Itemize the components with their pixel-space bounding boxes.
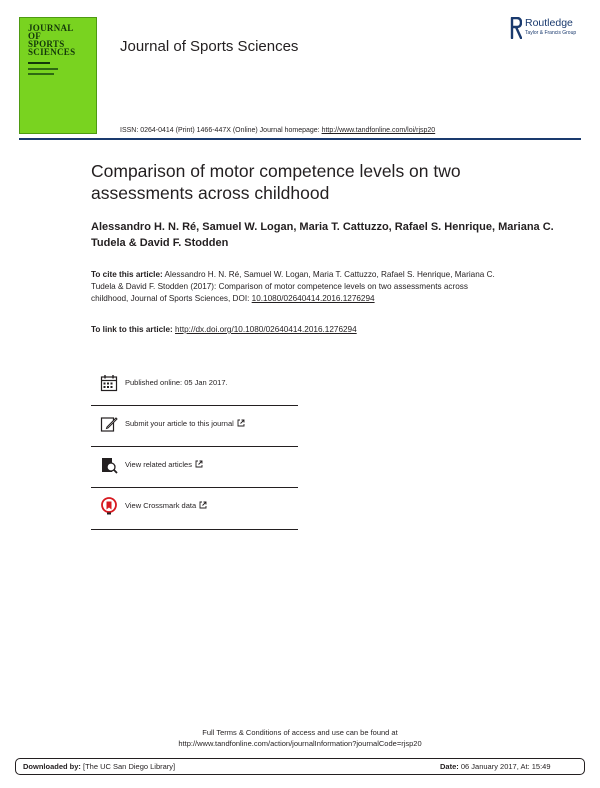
downloaded-by (23, 762, 175, 771)
citation-label: To cite this article: (91, 270, 163, 279)
routledge-r-logo (510, 17, 522, 39)
article-title: Comparison of motor competence levels on two assessments across childhood (91, 161, 461, 203)
related-articles-icon (100, 456, 118, 474)
cover-decoration (28, 73, 54, 75)
downloaded-by-value: [The UC San Diego Library] (80, 762, 176, 771)
crossmark-item[interactable] (91, 488, 298, 530)
crossmark-link[interactable] (125, 501, 207, 510)
published-online-label: Published online: 05 Jan 2017. (125, 378, 228, 387)
publisher-tagline: Taylor & Francis Group (525, 30, 577, 36)
journal-name: Journal of Sports Sciences (120, 38, 299, 55)
submit-article-item[interactable] (91, 406, 298, 447)
article-authors: Alessandro H. N. Ré, Samuel W. Logan, Maria T. Cattuzzo, Rafael S. Henrique, Mariana C. Tudela & David F. Stodden (91, 221, 554, 249)
publisher-logo (510, 16, 590, 42)
cover-decoration (28, 68, 58, 70)
terms-line: Full Terms & Conditions of access and use can be found at (202, 728, 398, 737)
related-articles-item[interactable] (91, 447, 298, 488)
cover-title-line: SCIENCES (28, 47, 76, 57)
calendar-icon (100, 374, 118, 392)
header-divider (19, 138, 581, 140)
downloaded-by-label: Downloaded by: (23, 762, 81, 771)
article-doi-link[interactable]: http://dx.doi.org/10.1080/02640414.2016.1276294 (175, 325, 357, 334)
article-actions-list (91, 365, 298, 530)
submit-article-label: Submit your article to this journal (125, 419, 234, 428)
cover-title-line: OF (28, 31, 42, 41)
external-link-icon (199, 501, 207, 509)
citation-doi-link[interactable]: 10.1080/02640414.2016.1276294 (251, 294, 375, 303)
published-online-item (91, 365, 298, 406)
issn-line (120, 127, 435, 134)
citation-block (91, 269, 501, 305)
related-articles-link[interactable] (125, 460, 203, 469)
article-link-line (91, 325, 357, 334)
related-articles-label: View related articles (125, 460, 192, 469)
link-label: To link to this article: (91, 325, 176, 334)
cover-title-line: SPORTS (28, 39, 65, 49)
cover-title (28, 24, 92, 56)
download-date-label: Date: (440, 762, 459, 771)
terms-notice (0, 727, 600, 749)
journal-homepage-link[interactable]: http://www.tandfonline.com/loi/rjsp20 (321, 127, 436, 134)
terms-url[interactable]: http://www.tandfonline.com/action/journalInformation?journalCode=rjsp20 (178, 739, 422, 748)
crossmark-icon (100, 497, 118, 515)
crossmark-label: View Crossmark data (125, 501, 197, 510)
citation-text: Alessandro H. N. Ré, Samuel W. Logan, Maria T. Cattuzzo, Rafael S. Henrique, Mariana C. Tudela & David F. Stodden (2017): Comparison of motor competence levels on two assessments across childhood, Journal of Sports Sciences, DOI: (91, 270, 495, 303)
cover-decoration (28, 62, 50, 64)
edit-icon (100, 415, 118, 433)
download-info-bar (15, 758, 585, 775)
cover-title-line: JOURNAL (28, 23, 74, 33)
publisher-name: Routledge (525, 17, 573, 29)
download-date (440, 762, 551, 771)
journal-cover-image[interactable] (19, 17, 97, 134)
submit-article-link[interactable] (125, 419, 245, 428)
external-link-icon (237, 419, 245, 427)
external-link-icon (195, 460, 203, 468)
issn-text: ISSN: 0264-0414 (Print) 1466-447X (Online) Journal homepage: (120, 127, 322, 134)
download-date-value: 06 January 2017, At: 15:49 (458, 762, 551, 771)
